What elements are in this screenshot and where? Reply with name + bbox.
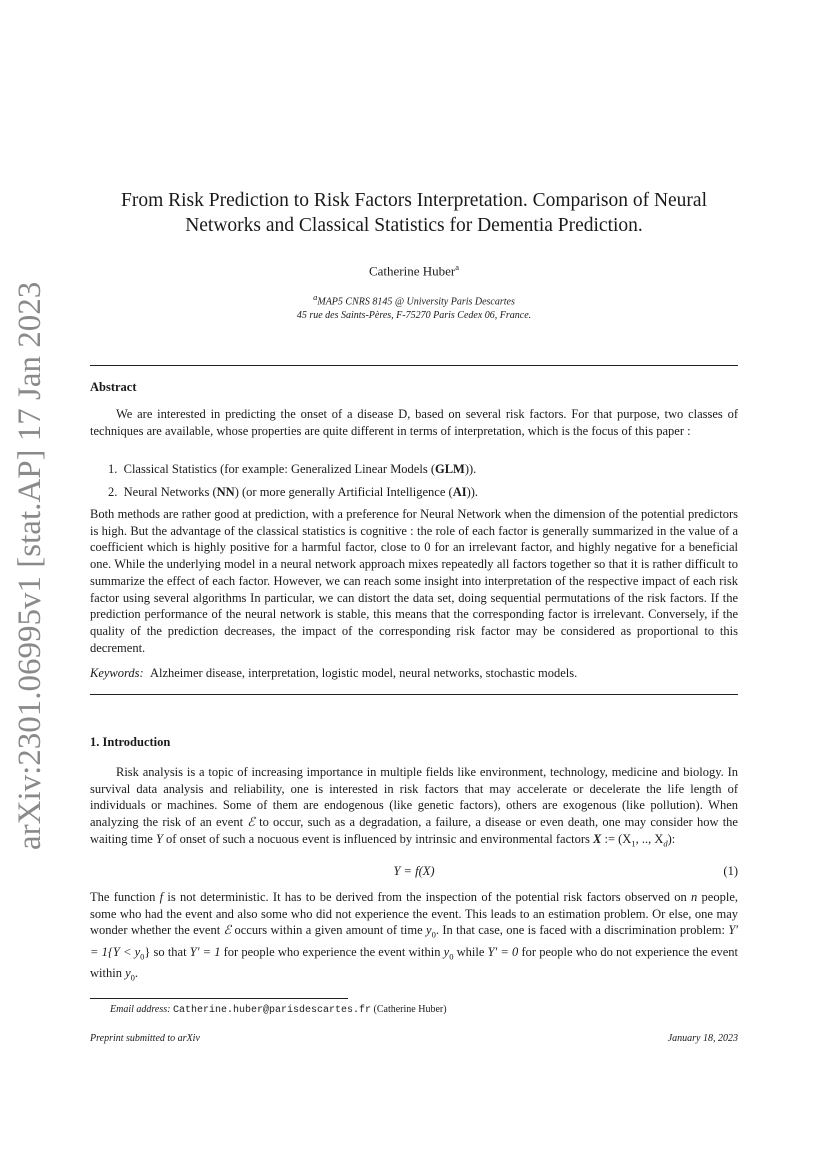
- keywords-label: Keywords:: [90, 666, 144, 680]
- email-address[interactable]: Catherine.huber@parisdescartes.fr: [172, 1005, 372, 1016]
- footer-preprint-note: Preprint submitted to arXiv: [90, 1033, 200, 1044]
- keywords-text: Alzheimer disease, interpretation, logistic model, neural networks, stochastic models.: [149, 666, 578, 680]
- affiliation: [90, 290, 738, 323]
- affiliation-mark: a: [313, 292, 318, 302]
- abstract-body: Both methods are rather good at prediction, with a preference for Neural Network when the dimension of the potential predictors is high. But the advantage of the classical statistics is cognitive : the role of each factor is generally summarized in the value of a coefficient which is highly positive for a harmful factor, close to 0 for an irrelevant factor, and highly negative for a beneficial one. While the underlying model in a neural network approach mixes repeatedly all factors together so that it is rather difficult to summarize the effect of each factor. However, we can reach some insight into interpretation of the respective impact of each risk factor using several algorithms In particular, we can distort the data set, doing sequential permutations of the risk factors. If the prediction performance of the neural network is stable, this means that the corresponding factor is irrelevant. Conversely, if the quality of the prediction decreases, the impact of the corresponding risk factor may be considered as proportional to this decrement.: [90, 507, 738, 655]
- author-mark: a: [455, 262, 460, 272]
- paper-title: From Risk Prediction to Risk Factors Interpretation. Comparison of Neural Networks and Classical Statistics for Dementia Prediction.: [121, 190, 707, 236]
- footer-date: January 18, 2023: [667, 1033, 738, 1044]
- footnote-rule: [90, 998, 348, 999]
- keywords: [90, 666, 577, 681]
- abstract-top-rule: [90, 365, 738, 366]
- abstract-heading: Abstract: [90, 380, 137, 394]
- author-name: Catherine Huber: [368, 263, 456, 279]
- arxiv-identifier-stamp: arXiv:2301.06995v1 [stat.AP] 17 Jan 2023: [12, 281, 48, 850]
- intro-paragraph-1: Risk analysis is a topic of increasing importance in multiple fields like environment, technology, medicine and biology. In survival data analysis and reliability, one is interested in risk factors that may accelerate or decelerate the life length of individuals or machines. Some of them are endogenous (like genetic factors), others are exogenous (like pollution). When analyzing the risk of an event ℰ to occur, such as a degradation, a failure, a disease or even death, one may consider how the waiting time Y of onset of such a nocuous event is influenced by intrinsic and environmental factors X := ($X_1$, .., $X_d$):: [90, 765, 738, 849]
- abstract-list-item-2: 2. Neural Networks (NN) (or more generally Artificial Intelligence (AI)).: [108, 485, 479, 499]
- abstract-bottom-rule: [90, 694, 738, 695]
- abstract-list-item-1: 1. Classical Statistics (for example: Generalized Linear Models (GLM)).: [108, 462, 477, 476]
- email-owner: (Catherine Huber): [373, 1004, 447, 1015]
- affiliation-line-2: 45 rue des Saints-Pères, F-75270 Paris Cedex 06, France.: [296, 310, 532, 322]
- author-line: [90, 262, 738, 279]
- email-label: Email address:: [110, 1004, 171, 1015]
- equation-number: (1): [723, 864, 738, 878]
- footnote-email: [110, 1004, 447, 1016]
- affiliation-line-1: MAP5 CNRS 8145 @ University Paris Descartes: [317, 296, 515, 308]
- section-heading-introduction: 1. Introduction: [90, 735, 171, 749]
- abstract-intro: We are interested in predicting the onset of a disease D, based on several risk factors. For that purpose, two classes of techniques are available, whose properties are quite different in terms of interpretation, which is the focus of this paper :: [90, 407, 738, 438]
- intro-paragraph-2: The function f is not deterministic. It has to be derived from the inspection of the potential risk factors observed on n people, some who had the event and also some who did not experience the event. This leads to an estimation problem. Or else, one may wonder whether the event ℰ occurs within a given amount of time $y_0$. In that case, one is faced with a discrimination problem: $Y' = 1\{Y < y_0\}$ so that Y′ = 1 for people who experience the event within $y_0$ while Y′ = 0 for people who do not experience the event within $y_0$.: [90, 890, 739, 983]
- equation-body: Y = f(X): [393, 864, 435, 878]
